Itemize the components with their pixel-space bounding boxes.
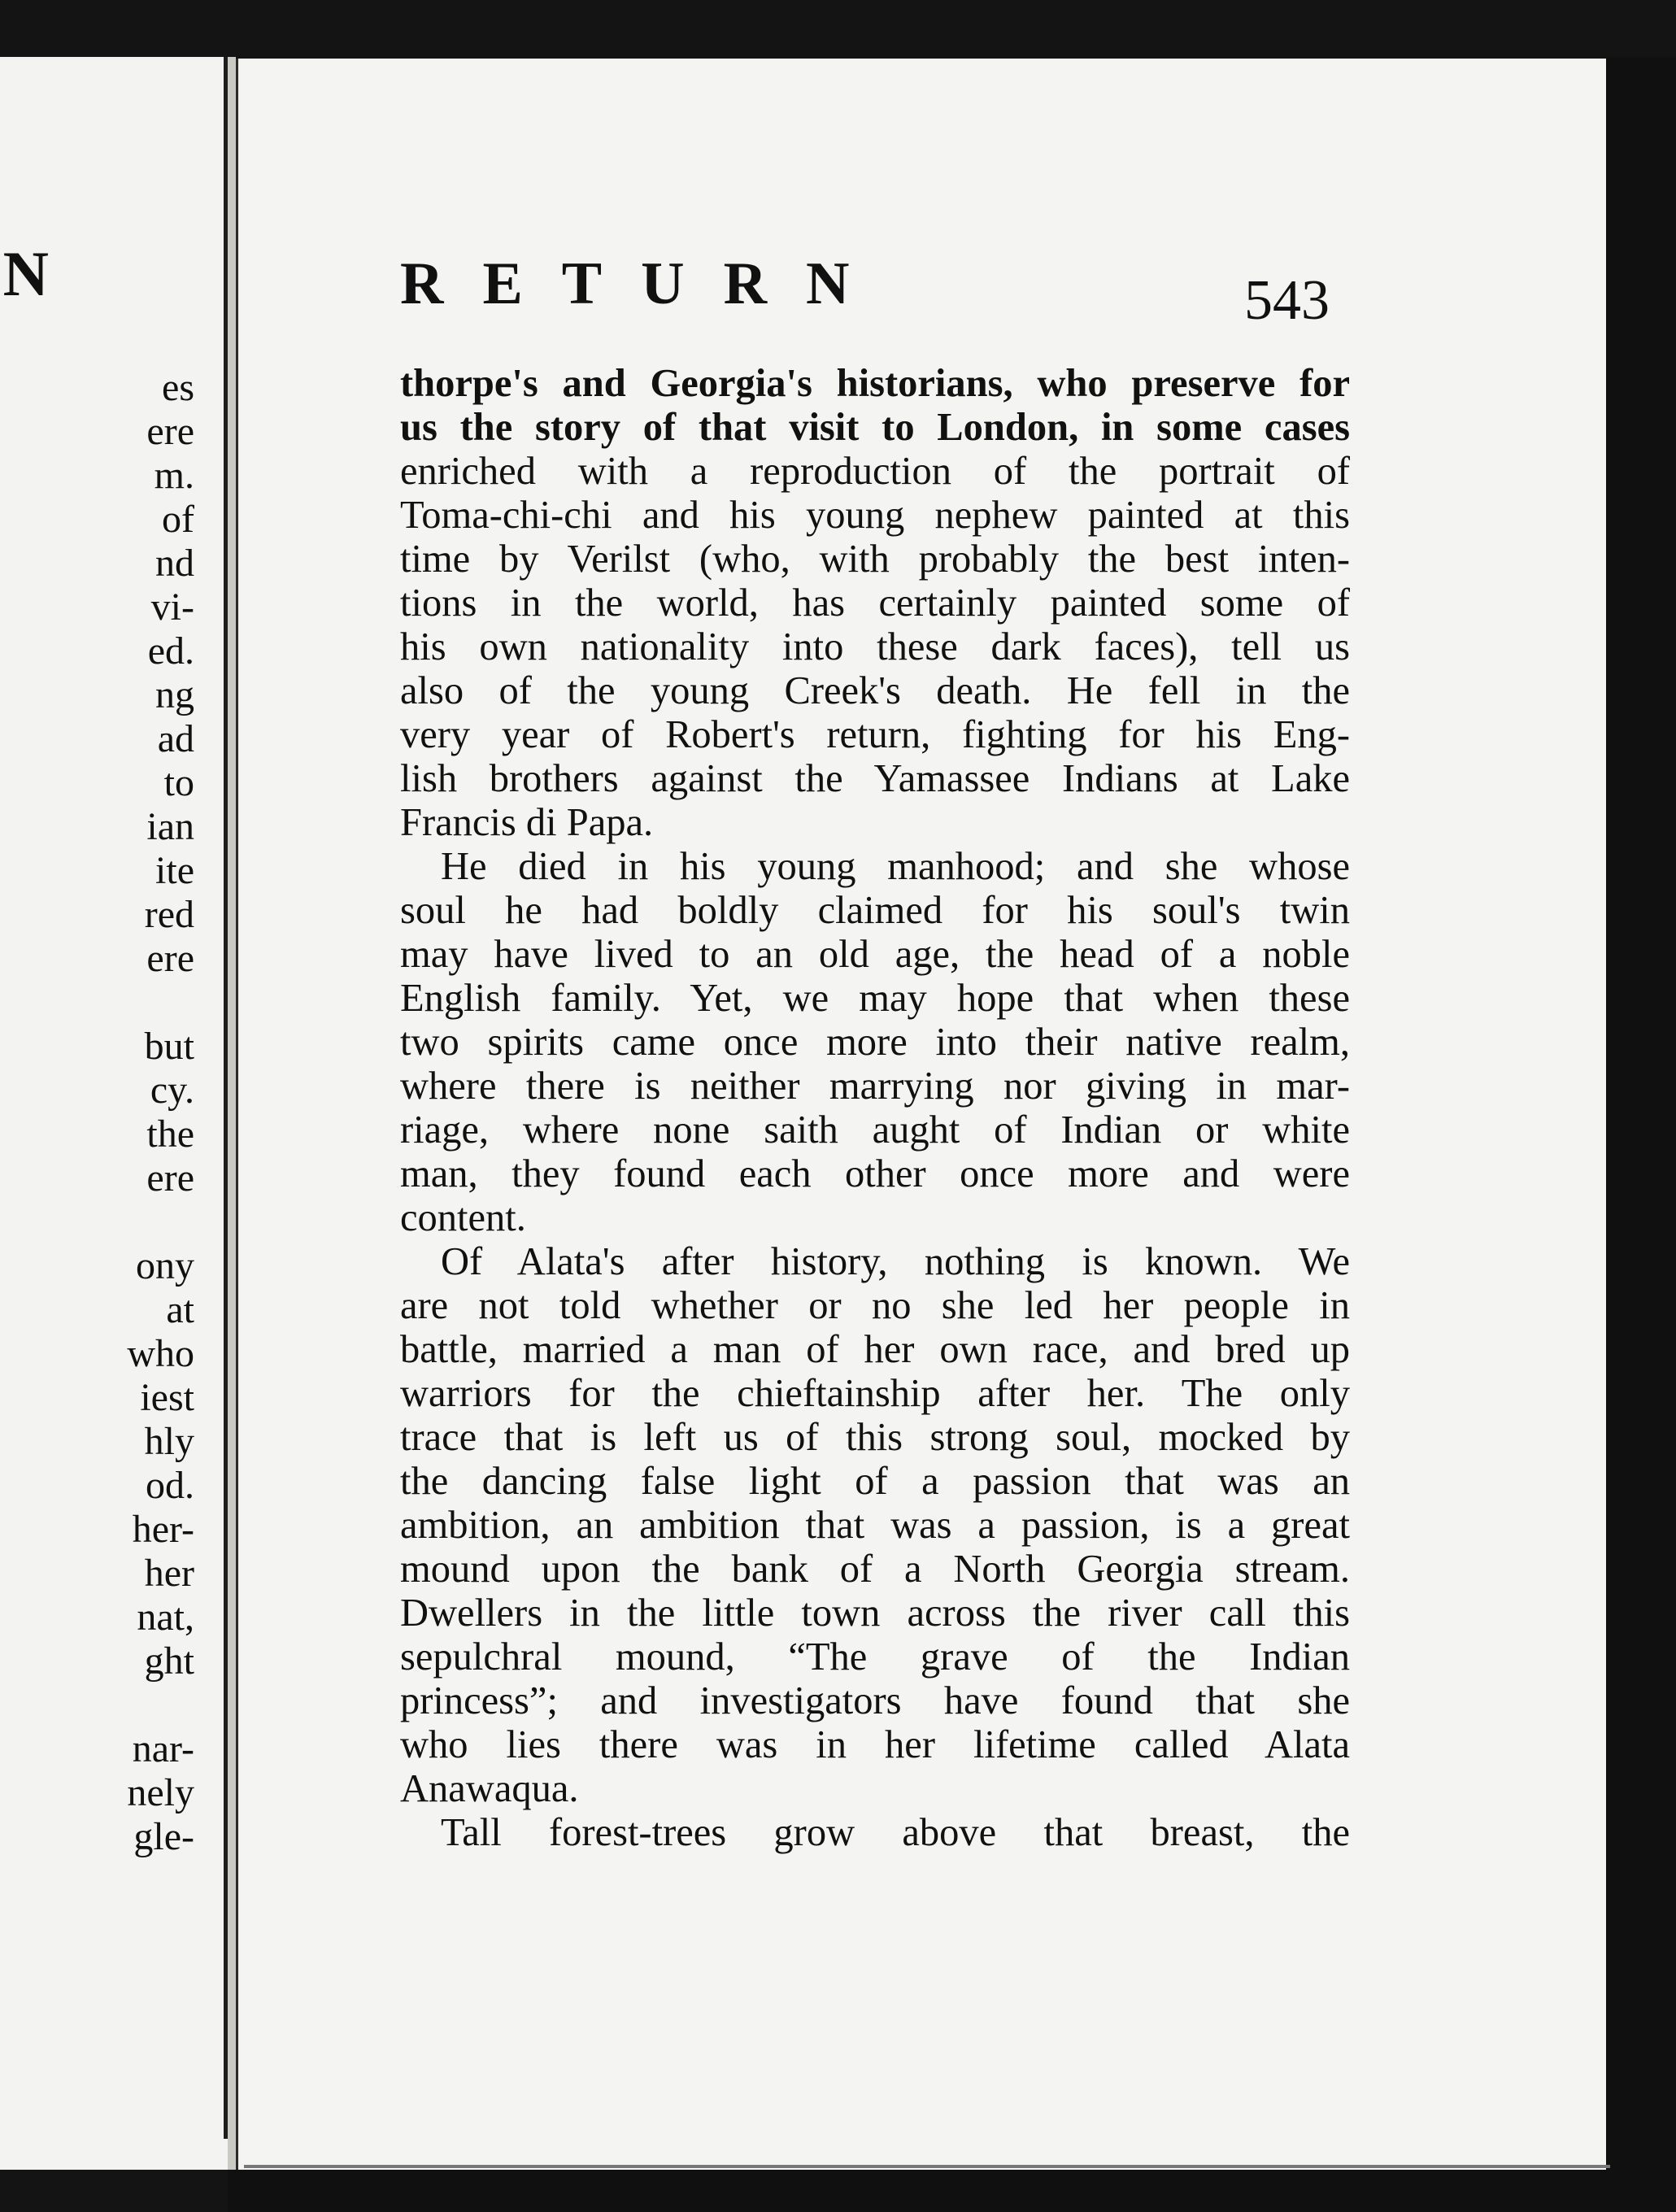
left-page-line-fragment: of: [162, 498, 194, 541]
body-text-line: princess”; and investigators have found that she: [400, 1679, 1350, 1722]
book-gutter: [228, 57, 236, 2171]
body-text-line: content.: [400, 1196, 526, 1239]
left-page-line-fragment: ere: [146, 937, 194, 980]
body-text-line: trace that is left us of this strong soul, mocked by: [400, 1416, 1350, 1459]
left-page-line-fragment: ed.: [147, 629, 194, 673]
running-head: RETURN: [400, 250, 889, 317]
body-text-line: ambition, an ambition that was a passion, is a great: [400, 1504, 1350, 1547]
left-page-line-fragment: nd: [155, 542, 194, 585]
left-page-line-fragment: hly: [144, 1420, 194, 1463]
body-text-line: Anawaqua.: [400, 1767, 579, 1810]
body-text-line: riage, where none saith aught of Indian or white: [400, 1108, 1350, 1152]
page-number: 543: [1244, 269, 1330, 332]
body-text-line: Of Alata's after history, nothing is known. We: [441, 1240, 1350, 1283]
left-page-line-fragment: ere: [146, 1156, 194, 1200]
body-text-line: He died in his young manhood; and she whose: [441, 845, 1350, 888]
body-text-line: enriched with a reproduction of the portrait of: [400, 450, 1350, 493]
body-text-line: Francis di Papa.: [400, 801, 654, 844]
body-text-line: warriors for the chieftainship after her. The only: [400, 1372, 1350, 1415]
left-page-text-fragments: [72, 366, 194, 1859]
body-text-line: Tall forest-trees grow above that breast, the: [441, 1811, 1350, 1854]
body-text-line: soul he had boldly claimed for his soul's twin: [400, 889, 1350, 932]
left-page-line-fragment: ad: [157, 717, 194, 760]
left-page-line-fragment: nely: [127, 1771, 194, 1814]
body-text-line: two spirits came once more into their native realm,: [400, 1021, 1350, 1064]
body-text-line: his own nationality into these dark faces), tell us: [400, 625, 1350, 668]
body-text-line: lish brothers against the Yamassee Indians at Lake: [400, 757, 1350, 800]
body-text-line: battle, married a man of her own race, and bred up: [400, 1328, 1350, 1371]
body-text-line: tions in the world, has certainly painted some of: [400, 581, 1350, 625]
left-page-line-fragment: ony: [136, 1244, 194, 1287]
left-page-line-fragment: to: [163, 761, 194, 804]
page-body-text: [400, 362, 1350, 1855]
left-page-line-fragment: es: [162, 366, 194, 409]
body-text-line: Toma-chi-chi and his young nephew painted at this: [400, 494, 1350, 537]
left-page-line-fragment: nar-: [132, 1727, 194, 1770]
left-page-line-fragment: [72, 981, 194, 1025]
left-page-line-fragment: iest: [140, 1376, 194, 1419]
body-text-line: also of the young Creek's death. He fell in the: [400, 669, 1350, 712]
body-text-line: us the story of that visit to London, in some cases: [400, 406, 1350, 449]
left-page-line-fragment: the: [146, 1113, 194, 1156]
left-page-line-fragment: od.: [146, 1464, 194, 1507]
body-text-line: time by Verilst (who, with probably the best inten-: [400, 538, 1350, 581]
left-page-line-fragment: her: [144, 1552, 194, 1595]
left-page-heading-fragment: N: [2, 238, 49, 309]
page-bottom-shadow: [228, 2170, 1626, 2212]
body-text-line: who lies there was in her lifetime called Alata: [400, 1723, 1350, 1766]
left-page-line-fragment: ian: [146, 805, 194, 848]
left-page-line-fragment: vi-: [150, 586, 194, 629]
body-text-line: English family. Yet, we may hope that when these: [400, 977, 1350, 1020]
left-page-line-fragment: ere: [146, 410, 194, 453]
body-text-line: mound upon the bank of a North Georgia stream.: [400, 1548, 1350, 1591]
left-page-line-fragment: ng: [155, 673, 194, 716]
body-text-line: the dancing false light of a passion that was an: [400, 1460, 1350, 1503]
body-text-line: may have lived to an old age, the head of a noble: [400, 933, 1350, 976]
page-inner-edge: [236, 59, 238, 2173]
body-text-line: sepulchral mound, “The grave of the Indian: [400, 1635, 1350, 1679]
page-bottom-edge: [244, 2165, 1610, 2168]
left-page-line-fragment: nat,: [137, 1596, 194, 1639]
body-text-line: very year of Robert's return, fighting for his Eng-: [400, 713, 1350, 756]
left-page-line-fragment: m.: [154, 454, 194, 497]
left-page-line-fragment: at: [166, 1288, 194, 1331]
left-page-line-fragment: who: [127, 1332, 194, 1375]
left-page-line-fragment: cy.: [150, 1069, 194, 1112]
body-text-line: are not told whether or no she led her people in: [400, 1284, 1350, 1327]
page-outer-shadow: [1606, 57, 1676, 2212]
body-text-line: man, they found each other once more and were: [400, 1152, 1350, 1195]
body-text-line: Dwellers in the little town across the river call this: [400, 1592, 1350, 1635]
left-page-line-fragment: ght: [144, 1639, 194, 1683]
left-page-line-fragment: [72, 1683, 194, 1727]
left-page-line-fragment: but: [144, 1025, 194, 1068]
left-page-line-fragment: [72, 1200, 194, 1244]
left-page-line-fragment: red: [144, 893, 194, 936]
left-page-line-fragment: gle-: [133, 1815, 194, 1858]
left-page-line-fragment: her-: [132, 1508, 194, 1551]
left-page-line-fragment: ite: [155, 849, 194, 892]
body-text-line: where there is neither marrying nor giving in mar-: [400, 1065, 1350, 1108]
body-text-line: thorpe's and Georgia's historians, who preserve for: [400, 362, 1350, 405]
